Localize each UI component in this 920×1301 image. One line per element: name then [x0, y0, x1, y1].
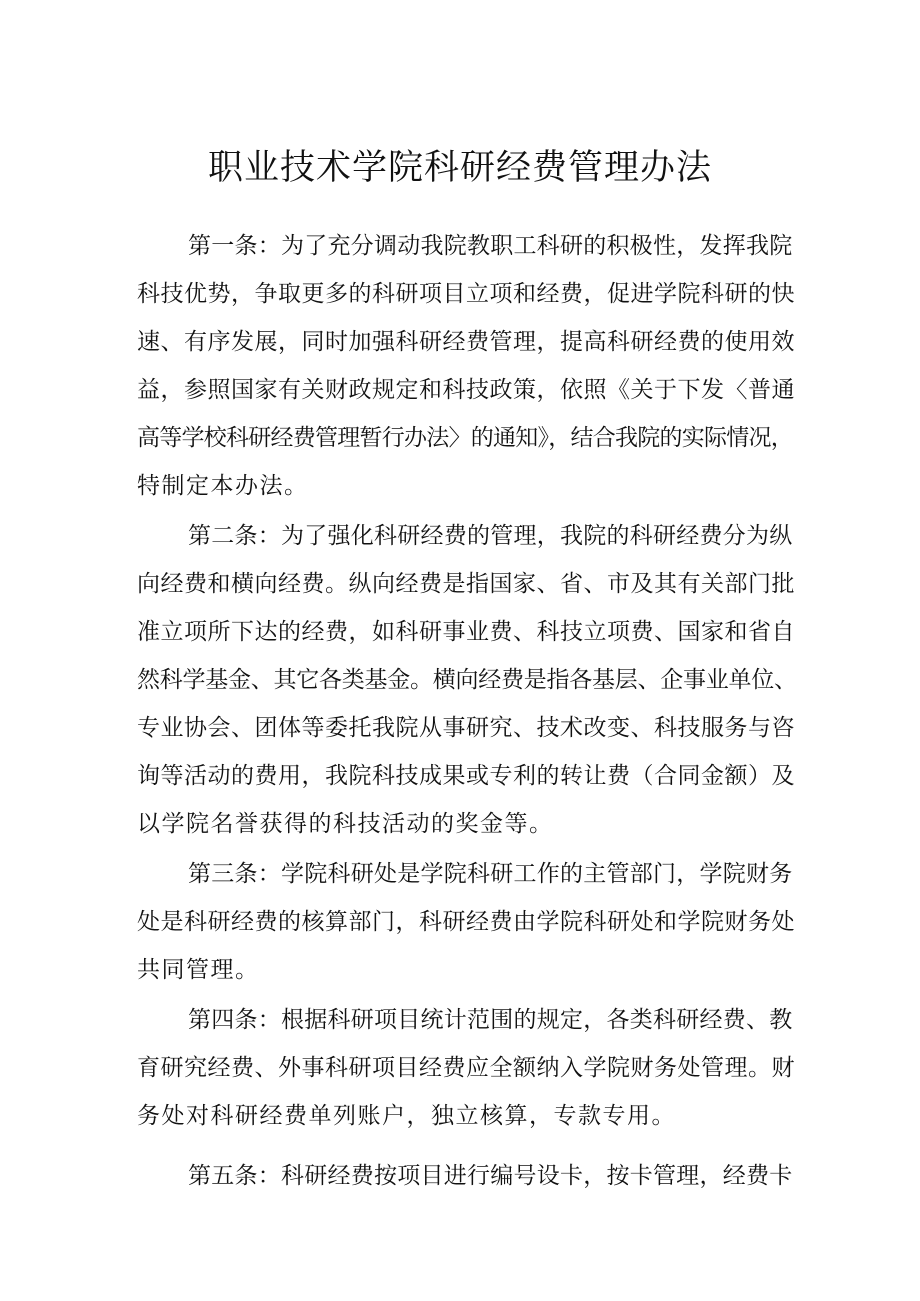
- article-2-line: 专业协会、团体等委托我院从事研究、技术改变、科技服务与咨: [137, 715, 795, 741]
- article-1-line: 益，参照国家有关财政规定和科技政策，依照《关于下发〈普通: [137, 377, 795, 403]
- article-1-line: 科技优势，争取更多的科研项目立项和经费，促进学院科研的快: [137, 281, 795, 307]
- article-2-line: 第二条：为了强化科研经费的管理，我院的科研经费分为纵: [188, 523, 793, 549]
- article-1-line: 特制定本办法。: [137, 473, 309, 499]
- article-2-line: 准立项所下达的经费，如科研事业费、科技立项费、国家和省自: [137, 619, 795, 645]
- article-2-line: 以学院名誉获得的科技活动的奖金等。: [137, 811, 554, 837]
- article-2-line: 询等活动的费用，我院科技成果或专利的转让费（合同金额）及: [137, 763, 795, 789]
- article-3-line: 第三条：学院科研处是学院科研工作的主管部门，学院财务: [188, 861, 793, 887]
- article-5-line: 第五条：科研经费按项目进行编号设卡，按卡管理，经费卡: [188, 1163, 793, 1189]
- page-title: 职业技术学院科研经费管理办法: [207, 148, 712, 188]
- article-4-line: 育研究经费、外事科研项目经费应全额纳入学院财务处管理。财: [137, 1055, 795, 1081]
- article-3-line: 共同管理。: [137, 957, 260, 983]
- article-3-line: 处是科研经费的核算部门，科研经费由学院科研处和学院财务处: [137, 909, 795, 935]
- article-1-line: 高等学校科研经费管理暂行办法〉的通知》，结合我院的实际情况，: [137, 425, 793, 451]
- article-4-line: 务处对科研经费单列账户，独立核算，专款专用。: [137, 1103, 676, 1129]
- article-1-line: 速、有序发展，同时加强科研经费管理，提高科研经费的使用效: [137, 329, 795, 355]
- article-2-line: 向经费和横向经费。纵向经费是指国家、省、市及其有关部门批: [137, 571, 795, 597]
- article-1-line: 第一条：为了充分调动我院教职工科研的积极性，发挥我院: [188, 233, 793, 259]
- article-4-line: 第四条：根据科研项目统计范围的规定，各类科研经费、教: [188, 1007, 793, 1033]
- article-2-line: 然科学基金、其它各类基金。横向经费是指各基层、企事业单位、: [137, 667, 797, 693]
